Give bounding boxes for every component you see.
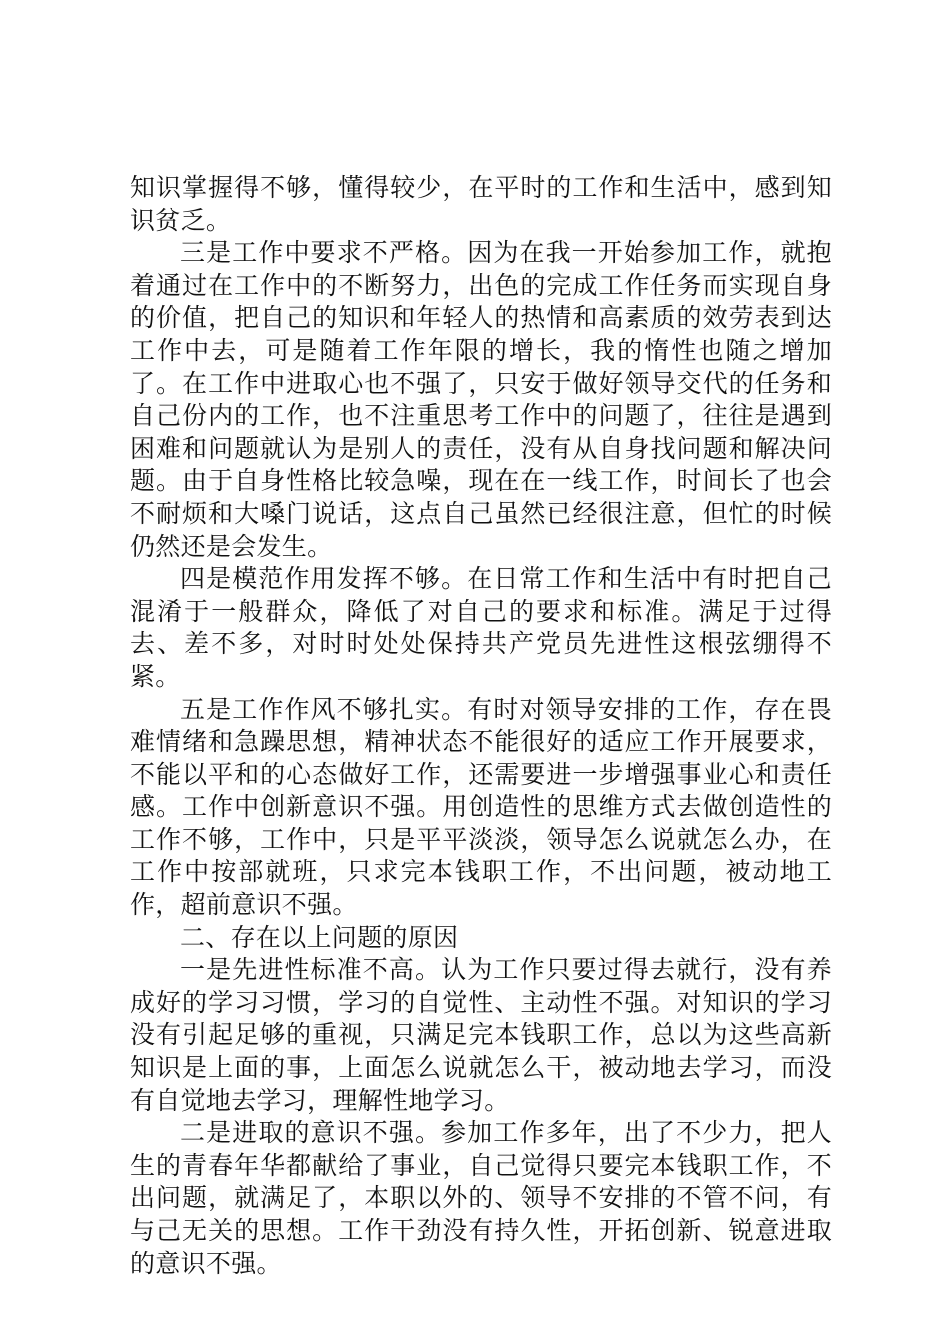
paragraph-6: 二是进取的意识不强。参加工作多年，出了不少力，把人生的青春年华都献给了事业，自己觉得只要完本钱职工作，不出问题，就满足了，本职以外的、领导不安排的不管不问，有与己无关的思想。工作干劲没有持久性，开拓创新、锐意进取的意识不强。 [130,1118,832,1278]
document-body [130,172,832,1280]
section-heading: 二、存在以上问题的原因 [180,922,459,952]
paragraph-5: 一是先进性标准不高。认为工作只要过得去就行，没有养成好的学习习惯，学习的自觉性、主动性不强。对知识的学习没有引起足够的重视，只满足完本钱职工作，总以为这些高新知识是上面的事，上面怎么说就怎么干，被动地去学习，而没有自觉地去学习，理解性地学习。 [130,955,832,1115]
paragraph-1: 知识掌握得不够，懂得较少，在平时的工作和生活中，感到知识贫乏。 [130,173,832,235]
paragraph-2: 三是工作中要求不严格。因为在我一开始参加工作，就抱着通过在工作中的不断努力，出色的完成工作任务而实现自身的价值，把自己的知识和年轻人的热情和高素质的效劳表到达工作中去，可是随着工作年限的增长，我的惰性也随之增加了。在工作中进取心也不强了，只安于做好领导交代的任务和自己份内的工作，也不注重思考工作中的问题了，往往是遇到困难和问题就认为是别人的责任，没有从自身找问题和解决问题。由于自身性格比较急噪，现在在一线工作，时间长了也会不耐烦和大嗓门说话，这点自己虽然已经很注意，但忙的时候仍然还是会发生。 [130,238,832,561]
paragraph-3: 四是模范作用发挥不够。在日常工作和生活中有时把自己混淆于一般群众，降低了对自己的要求和标准。满足于过得去、差不多，对时时处处保持共产党员先进性这根弦绷得不紧。 [130,564,832,691]
paragraph-4: 五是工作作风不够扎实。有时对领导安排的工作，存在畏难情绪和急躁思想，精神状态不能很好的适应工作开展要求，不能以平和的心态做好工作，还需要进一步增强事业心和责任感。工作中创新意识不强。用创造性的思维方式去做创造性的工作不够，工作中，只是平平淡淡，领导怎么说就怎么办，在工作中按部就班，只求完本钱职工作，不出问题，被动地工作，超前意识不强。 [130,694,832,920]
